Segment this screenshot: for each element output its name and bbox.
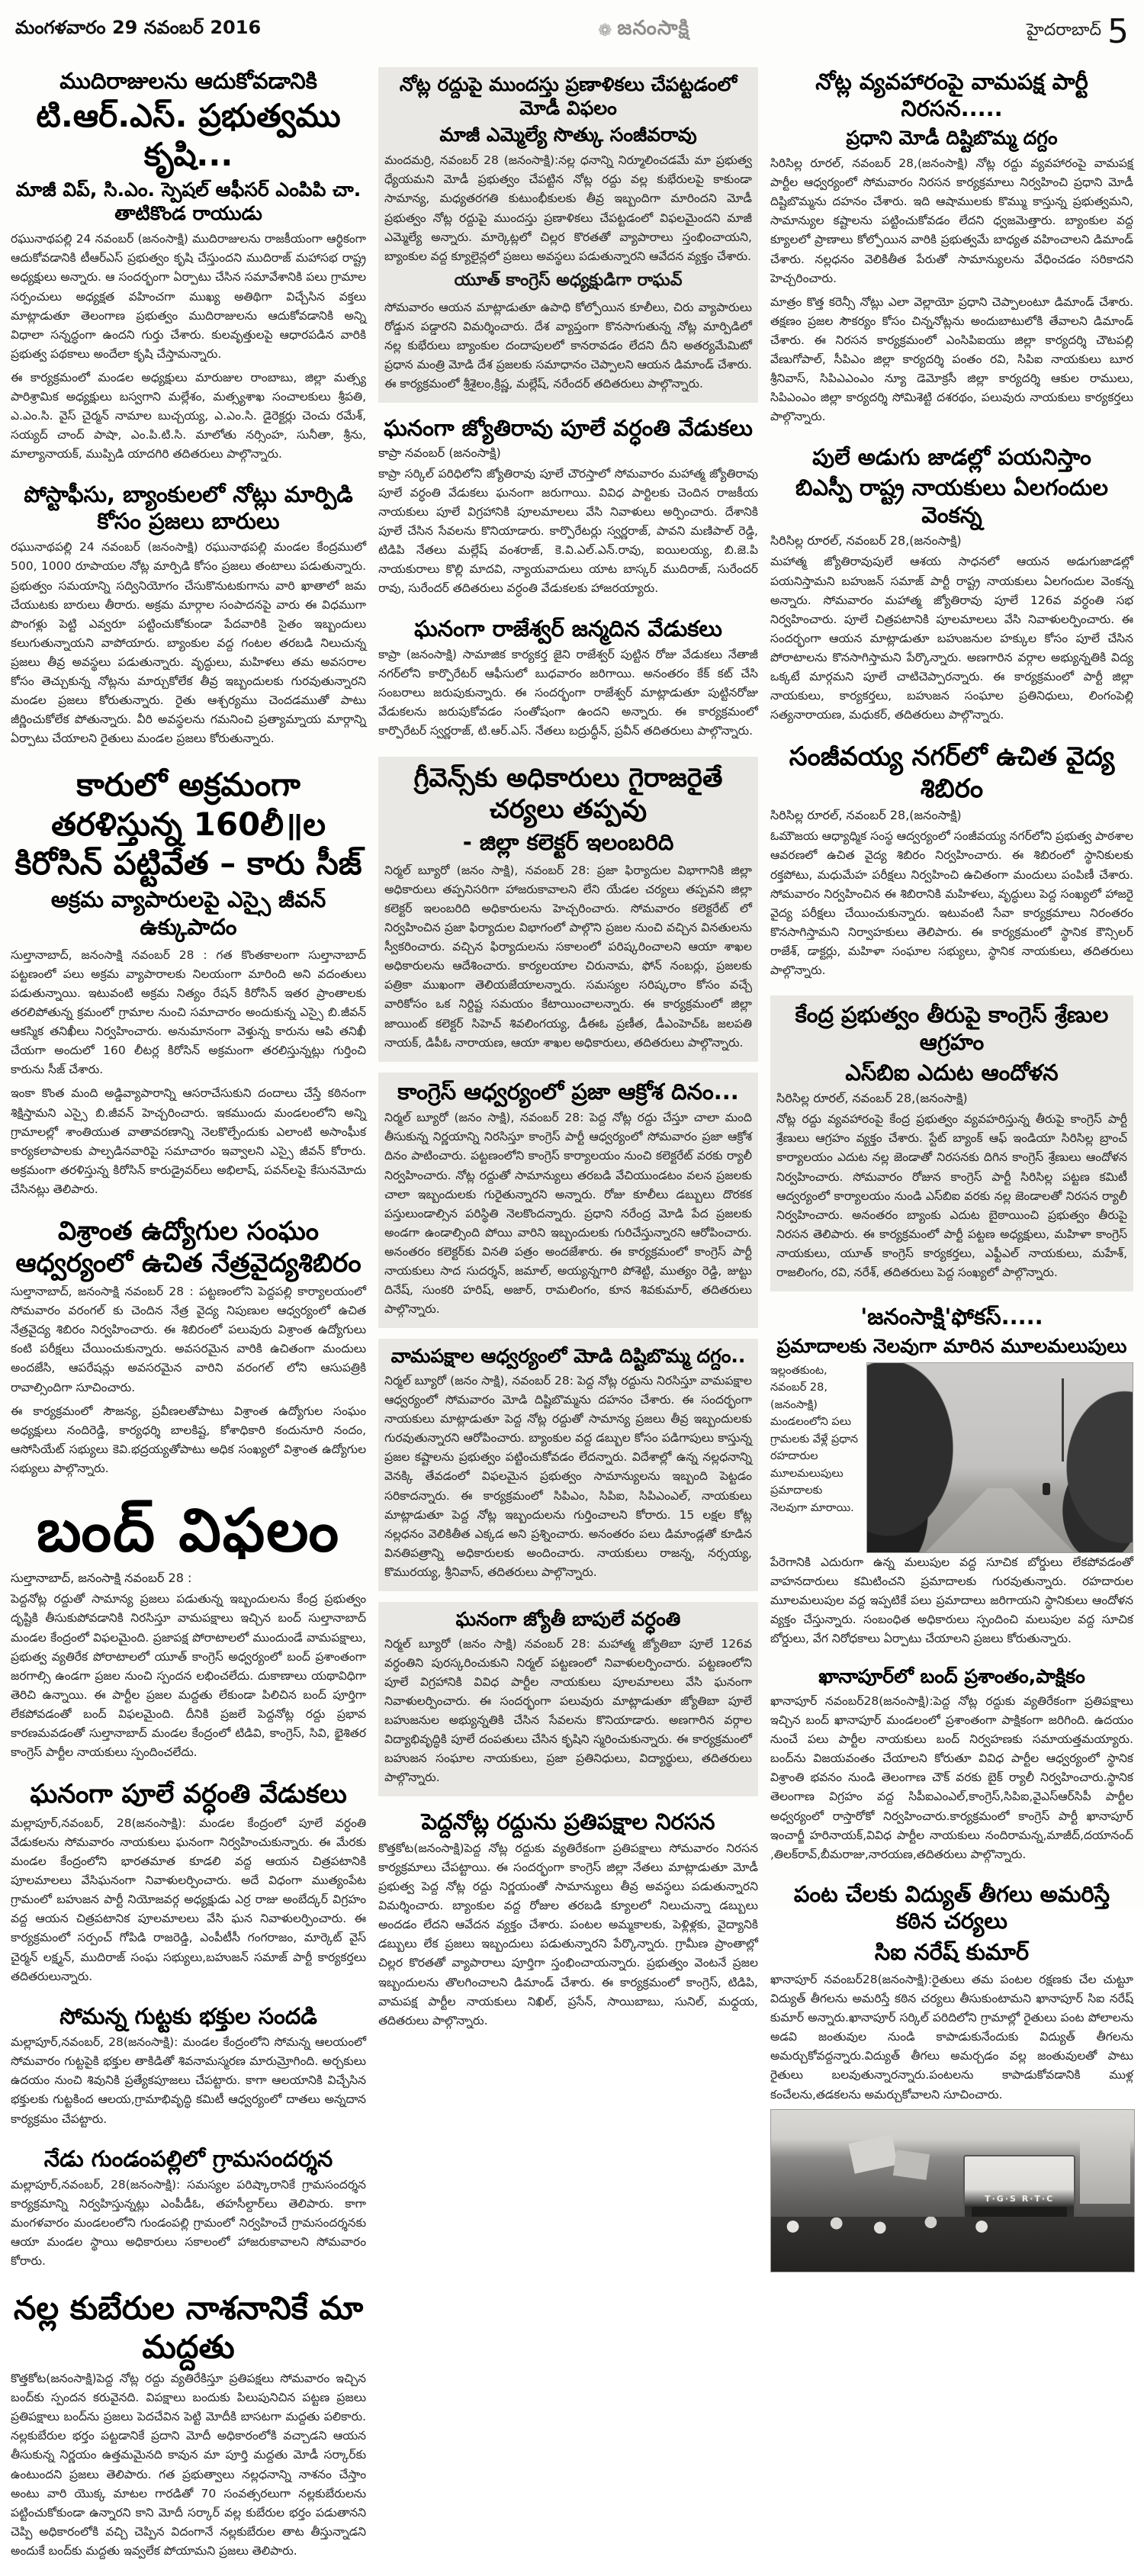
article [11, 480, 366, 754]
article [378, 1602, 758, 1796]
article-subhead: ప్రమాదాలకు నెలవుగా మారిన మూలమలుపులు [776, 1334, 1127, 1357]
article-dateline: సిరిసిల్ల రూరల్, నవంబర్ 28,(జనంసాక్షి) [776, 1091, 968, 1106]
article-body: నిర్మల్ బ్యూరో (జనం సాక్షి), నవంబర్ 28: పెద్ద నోట్ల రద్దు చేస్తూ చాలా మంది తీసుకున్న నిర్ణయాన్ని నిరసిస్తూ కాంగ్రెస్ పార్టీ ఆధ్వర్యంలో సోమవారం ప్రజా ఆక్రోశ దినం పాటించారు. పట్టణంలోని కాంగ్రెస్ కార్యాలయం నుంచి కలెక్టరేట్ వరకు ర్యాలీ నిర్వహించారు. నోట్ల రద్దుతో సామాన్యులు తరబడి వేచియుండటం వలన ప్రజలకు చాలా ఇబ్బందులకు గురైతున్నారని అన్నారు. రోజు కూలీలు డబ్బులు దొరకక పస్తులుండాల్సిన పరిస్థితి నెలకొందన్నారు. ప్రధాని నరేంద్ర మోడి పేద ప్రజలకు అండగా ఉండాల్సింది పోయి వారిని ఇబ్బందులకు గురిచేస్తున్నారని ఆరోపించారు. అనంతరం కలెక్టర్‌కు వినతి పత్రం అందజేశారు. ఈ కార్యక్రమంలో కాంగ్రెస్ పార్టీ నాయకులు సాద సుదర్శన్, జమాల్, అయ్యన్నగారి పోశెట్టి, ముత్యం రెడ్డి, జుట్టు దినేష్, సుంకరి హరిష్, అజార్, రామలింగం, కూన శివకుమార్, తదితరులు పాల్గొన్నారు. [384, 1111, 752, 1317]
edition-date: మంగళవారం 29 నవంబర్ 2016 [15, 17, 262, 38]
article-headline: టి.ఆర్.ఎస్. ప్రభుత్వము కృషి... [36, 97, 341, 174]
city-label: హైదరాబాద్ [1027, 20, 1101, 40]
article-headline: ఖానాపూర్‌లో బంద్ ప్రశాంతం,పాక్షికం [818, 1665, 1085, 1688]
article-headline: నల్ల కుబేరుల నాశనానికే మా మద్దతు [13, 2288, 364, 2365]
article-headline: ఘనంగా పూలే వర్ధంతి వేడుకలు [30, 1779, 347, 1810]
article [378, 1807, 758, 2034]
article-body: నిర్మల్ బ్యూరో (జనం సాక్షి) నవంబర్ 28: మహాత్మ జ్యోతిబా పూలే 126వ వర్ధంతిని పురస్కరించుకుని నిర్మల్ పట్టణంలో నివాళులర్పించారు. పట్టణంలోని పూలే విగ్రహానికి వివిధ పార్టీల నాయకులు పూలమాలలు వేసి ఘనంగా నివాళులర్పించారు. ఈ సందర్భంగా పలువురు మాట్లాడుతూ జ్యోతిబా పూలే బహుజనుల అభ్యున్నతికి చేసిన సేవలను కొనియాడారు. అణగారిన వర్గాల విద్యాభివృద్ధికి పూలే దంపతులు చేసిన కృషిని స్మరించుకున్నారు. ఈ కార్యక్రమంలో బహుజన సంఘాల నాయకులు, ప్రజా ప్రతినిధులు, విద్యార్థులు, తదితరులు పాల్గొన్నారు. [384, 1636, 752, 1785]
article [378, 1339, 758, 1591]
article [11, 1777, 366, 1990]
article-body: కాప్రా సర్కిల్ పరిధిలోని జ్యోతిరావు పూలే చౌరస్తాలో సోమవారం మహాత్మ జ్యోతిరావు పూలే వర్ధంతి వేడుకలు ఘనంగా జరుగాయి. వివిధ పార్టిలకు చెందిన రాజకీయ నాయకులు పూలే విగ్రహానికి పూలమాలలు వేసి నివాళులు అర్పించారు. దేశానికి పూలే చేసిన సేవలను కొనియాడారు. కార్పొరేటర్లు స్వర్ణరాజ్, పావని మణిపాల్ రెడ్డి, టిడిపి నేతలు మల్లేష్ వంశరాజ్, కె.వి.ఎల్.ఎన్.రావు, ఐయిలయ్య, బి.జె.పి నాయకురాలు కొల్లి మాదవి, న్యాయవాదులు యాట బాస్కర్ ముదిరాజ్, సురేందర్ రావు, సురేందర్ తదితరులు వర్ధంతి వేడుకలకు హాజరయ్యారు. [378, 466, 758, 596]
article [770, 995, 1133, 1291]
article-headline: పోస్టాఫీసు, బ్యాంకులలో నోట్లు మార్పిడి కోసం ప్రజలు బారులు [24, 481, 353, 534]
article [11, 1494, 366, 1767]
article [11, 2002, 366, 2134]
road-surface [926, 1488, 1075, 1552]
column-right [770, 67, 1133, 2283]
article-headline: కారులో అక్రమంగా తరళిస్తున్న 160లీ॥ల కిరోసిన్ పట్టివేత – కారు సీజ్ [14, 766, 362, 882]
article-subhead: మాజీ ఎమ్మెల్యే సొత్కు సంజీవరావు [439, 124, 697, 146]
article-body: నిర్మల్ బ్యూరో (జనం సాక్షి), నవంబర్ 28: పెద్ద నోట్ల రద్దును నిరసిస్తూ వామపక్షాల ఆధ్వర్యంలో సోమవారం మోడి దిష్టిబొమ్మను దహనం చేశారు. ఈ సందర్భంగా నాయకులు మాట్లాడుతూ పెద్ద నోట్ల రద్దుతో సామాన్య ప్రజలు తీవ్ర ఇబ్బందులకు గురవుతున్నారని ఆరోపించారు. బ్యాంకుల వద్ద డబ్బుల కోసం పడిగాపులు కాస్తున్న ప్రజల కష్టాలను ప్రభుత్వం పట్టించుకోవడం లేదన్నారు. విదేశాల్లో ఉన్న నల్లధనాన్ని వెనక్కి తేవడంలో విఫలమైన ప్రభుత్వం సామాన్యులను ఇబ్బంది పెట్టడం సరికాదన్నారు. ఈ కార్యక్రమంలో సిపిఎం, సిపిఐ, సిపిఎంఎల్, నాయకులు మాట్లాడుతూ పెద్ద నోట్ల ఇబ్బందులను గుర్తించాలని కోరారు. 15 లక్షల కోట్ల నల్లధనం వెలికితీత ఎక్కడ అని ప్రశ్నించారు. అనంతరం పలు డిమాండ్లతో కూడిన వినతిపత్రాన్ని అధికారులకు అందించారు. నాయకులు రాజన్న, నర్సయ్య, కొమురయ్య, శ్రీనివాస్, తదితరులు పాల్గొన్నారు. [384, 1373, 752, 1579]
article-subhead: ఎస్‌బిఐ ఎదుట ఆందోళన [845, 1059, 1059, 1085]
utility-pole [1062, 1378, 1064, 1462]
article [770, 740, 1133, 985]
article [770, 1880, 1133, 2272]
article-headline: వామపక్షాల ఆధ్వర్యంలో మెాడి దిష్టిబొమ్మ దగ్దం.. [390, 1345, 746, 1368]
article-body: కాప్రా (జనంసాక్షి) సామాజిక కార్యకర్త జైని రాజేశ్వర్ పుట్టిన రోజు వేడుకలు నేతాజీ నగర్‌లోని కార్పొరేటర్ ఆఫీసులో బుధవారం జరిగాయి. అనంతరం కేక్ కట్ చేసి సంబరాలు జరుపుకున్నారు. ఈ సందర్భంగా రాజేశ్వర్ మాట్లాడుతూ పుట్టినరోజు వేడుకలను జరుపుకోవడం సంతోషంగా ఉందని అన్నారు. ఈ కార్యక్రమంలో కార్పొరేటర్ స్వర్ణరాజ్, టి.ఆర్.ఎస్. నేతలు బద్రుద్ధీన్, ప్రవీన్ తదితరులు పాల్గొన్నారు. [378, 647, 758, 738]
article-headline: పులే అడుగు జాడల్లో పయనిస్తాం [812, 443, 1091, 470]
article-body: పేరెగానికి ఎదురుగా ఉన్న మలుపుల వద్ద సూచిక బోర్డులు లేకపోవడంతో వాహనదారులు కమిటించని ప్రమాదాలకు గురవుతున్నారు. రహదారుల మూలమలుపుల వద్ద ఇప్పటికే పలు ప్రమాదాలు జరిగాయని స్థానికులు ఆందోళన వ్యక్తం చేస్తున్నారు. సంబంధిత అధికారులు స్పందించి మలుపుల వద్ద సూచిక బోర్డులు, వేగ నిరోధకాలు ఏర్పాటు చేయాలని ప్రజలు కోరుతున్నారు. [770, 1555, 1133, 1646]
article-dateline: కాప్రా నవంబర్ (జనంసాక్షి) [378, 445, 501, 460]
article-kicker: ముదిరాజులను ఆదుకోవడానికి [59, 68, 317, 94]
article [11, 67, 366, 469]
article [11, 2144, 366, 2276]
article [378, 67, 758, 403]
article-body: మల్లాపూర్,నవంబర్, 28(జనంసాక్షి): సమస్యల పరిష్కారానికే గ్రామసందర్శన కార్యక్రమాన్ని నిర్వహిస్తున్నట్లు ఎంపీడీఓ, తహసీల్దార్‌లు తెలిపారు. కాగా మంగళవారం మండలంలోని గుండంపల్లి గ్రామంలో నిర్వహించే గ్రామసందర్శనకు ఆయా మండల స్థాయి అధికారులు సకాలంలో హాజరుకావాలని సోమవారం కోరారు. [11, 2178, 367, 2269]
article-body: కొత్తకోట(జనంసాక్షి)పెద్ద నోట్ల రద్దు వ్యతిరేకిస్తూ ప్రతిపక్షలు సోమవారం ఇచ్చిన బంద్‌కు స్పందన కరువైనది. విపక్షాలు బందుకు పిలుపునిచిన పట్టణ ప్రజలు ప్రతిపక్షాలు బంద్‌ను ప్రజలు పెదచేవిన పెట్టి మోదీకి బాసటగా మద్దతు పలికారు. నల్లకుబేరుల భర్తం పట్టడానికే ప్రదాని మోదీ అధికారంలోకి వచ్చాడని ఆయన తీసుకున్న నిర్ణయం ఉత్తమమైనది కావున మా పూర్తి మద్దతు మోడీ సర్కార్‌కు ఉంటుందని ప్రజలు తెలిపారు. గత ప్రభుత్వాలు నల్లధనాన్ని నాశనం చేస్తాం అంటు వారి యొక్క మాటల గారడితో 70 సంవత్సరలుగా నల్లకుబేరులను పట్టించుకోకుండా ఉన్నారని కాని మోదీ సర్కార్ వల్ల కుబేరుల భర్తం పడుతానని చెప్పి అధికారంలోకి వచ్చి చెప్పిన విదంగానే నల్లకుబేరుల తాట తీస్తున్నాడని అందుకే బంద్‌కు మద్దతు ఇవ్వలేక పోయామని ప్రజలు తెలిపారు. [11, 2372, 367, 2558]
article-subhead: అక్రమ వ్యాపారులపై ఎస్సై జీవన్ ఉక్కుపాదం [50, 886, 326, 941]
article-body: మల్లాపూర్,నవంబర్, 28(జనంసాక్షి): మండల కేంద్రంలో పూలే వర్ధంతి వేడుకలను సోమవారం నాయకులు ఘనంగా నిర్వహించుకున్నారు. ఈ మేరకు మండల కేంద్రంలోని భారతమాత కూడలి వద్ద ఆయన చిత్రపటానికి పూలమాలలు వేసిఘనంగా నివాళులర్పించారు. అదే విధంగా ముత్యంపేట గ్రామంలో బహుజన పార్టీ నియోజవర్గ అధ్యక్షుడు ఎర్ర రాజు అంబేద్కర్ విగ్రహం వద్ద ఆయన చిత్రపటానిక పూలమాలలు వేసి ఘన నివాళులర్పించారు. ఈ కార్యక్రమంలో సర్పంచ్ గోపిడి రాజరెడ్డి, ఎంపీటీసీ గంగరాజం, మార్కెట్ వైస్ చైర్మన్ లక్ష్మన్, ముదిరాజ్ సంఘ సభ్యులు,బహుజన్ సమాజ్ పార్టీ కార్యకర్తలు తదితరులున్నారు. [11, 1815, 367, 1983]
article-headline: విశ్రాంత ఉద్యోగుల సంఘం ఆధ్వర్యంలో ఉచిత నేత్రవైద్యశిబిరం [15, 1216, 362, 1278]
article-body: నిర్మల్ బ్యూరో (జనం సాక్షి), నవంబర్ 28: ప్రజా ఫిర్యాదుల విభాగానికి జిల్లా అధికారులు తప్పనిసరిగా హాజరుకావాలని లేని యేడల చర్యలు తప్పవని జిల్లా కలెక్టర్ ఇలంబరిది అధికారులను హెచ్చరించారు. సోమవారం కలెక్టరేట్ లో నిర్వహించిన ప్రజా ఫిర్యాదుల విభాగంలో పాల్గొని ప్రజల నుంచి వచ్చిన వినతులను స్వీకరించారు. వచ్చిన ఫిర్యాదులను సకాలంలో పరిష్కరించాలని ఆయా శాఖల అధికారులను ఆదేశించారు. కార్యలయాల చిరునామ, ఫోన్ నంబర్లు, ప్రజలకు పత్రికా ముఖంగా తెలియజేయాలన్నారు. సమస్యల సరిష్కరాం కోసం వచ్చే వారికోసం ఒక నిర్దిష్ట సమయం కేటాయించాలన్నారు. ఈ కార్యక్రమంలో జిల్లా జాయింట్ కలెక్టర్ సిహెచ్ శివలింగయ్య, డీఈఓ ప్రణీత, డీఎంహెచ్ఓ జలపతి నాయక్, డిపీఓ నారాయణ, ఆయా శాఖల అధికారులు, తదితరులు పాల్గొన్నారు. [384, 863, 752, 1050]
road-rider [1043, 1483, 1050, 1495]
article-body: మల్లాపూర్,నవంబర్, 28(జనంసాక్షి): మండల కేంద్రంలోని సోమన్న ఆలయంలో సోమవారం గుట్టపైకి భక్తుల తాకిడితో శివనామస్మరణ మారుమ్రోగింది. అర్చకులు ఉదయం నుంచి శివునికి ప్రత్యేకపూజలు చేపట్టారు. కాగా ఆలయానికి విచ్చేసిన భక్తులకు గుట్టకింద ఆలయ,గ్రామాభివృద్ధి కమిటీ ఆధ్వర్యంలో దాతలు అన్నదాన కార్యక్రమం చేపట్టారు. [11, 2035, 367, 2126]
article [770, 442, 1133, 730]
article-headline: ఘనంగా రాజేశ్వర్ జన్మదిన వేడుకలు [414, 615, 722, 642]
article-headline: నోట్ల రద్దుపై ముందస్తు ప్రణాళికలు చేపట్టడంలో మోడీ విఫలం [399, 73, 737, 119]
article [770, 67, 1133, 432]
columns-wrap [8, 63, 1136, 2576]
article-body: రఘునాథపల్లి 24 నవంబర్ (జనంసాక్షి) రఘునాథపల్లి మండల కేంద్రములో 500, 1000 రూపాయల నోట్ల మార్పిడి కోసం ప్రజలు తంటాలు పడుతున్నారు. ప్రభుత్వం సమయాన్ని సద్వినియోగం చేసుకొనుటకుగాను వారి ఖాతాలో జమ చేయుటకు బారులు తీరారు. అక్రమ మార్గాల సంపాదనపై వారు ఈ విధముగా పొంగళ్లు పెట్టి ఎవ్వరూ పట్టించుకోకుండా పేదవారికి సైతం ఇబ్బందులు కలుగుతున్నాయని వాపోయారు. బ్యాంకుల వద్ద గంటల తరబడి నిలుచున్న ప్రజలు తీవ్ర అవస్థలు పడుతున్నారు. వృద్ధులు, మహిళలు తమ అవసరాల కోసం తెచ్చుకున్న నోట్లను మార్చుకోలేక తీవ్ర ఇబ్బందులకు గురవుతున్నారని మండల ప్రజలు కోరుతున్నారు. రైతు ఆశ్చర్యము చెందడముతో పాటు జీర్ణించుకోలేక పోతున్నారు. వీరి అవస్థలను గమనించి ప్రత్యామ్నాయ మార్గాన్ని ఏర్పాటు చేయాలని రైతులు మండల ప్రజలు కోరుతున్నారు. [11, 540, 367, 746]
protest-flag [893, 2150, 930, 2180]
article-headline: ఘనంగా జ్యోతీ బాపులే వర్ధంతి [455, 1608, 681, 1631]
article-subhead: - జిల్లా కలెక్టర్ ఇలంబరిది [462, 829, 674, 856]
article-headline: సంజీవయ్య నగర్‌లో ఉచిత వైద్య శిబిరం [789, 741, 1115, 804]
article-subhead: బిఎస్పీ రాష్ట్ర నాయకులు ఏలగందుల వెంకన్న [795, 474, 1108, 529]
article-body: రఘునాథపల్లి 24 నవంబర్ (జనంసాక్షి) ముదిరాజులను రాజకీయంగా ఆర్థికంగా ఆదుకోవడానికి టీఆర్ఎస్ ప్రభుత్వం కృషి చేస్తుందని ముదిరాజ్ మహాసభ రాష్ట్ర అధ్యక్షులు అన్నారు. ఆ సందర్భంగా ఏర్పాటు చేసిన సమావేశానికి పలు గ్రామాల సర్పంచులు అధ్యక్షత వహించగా ముఖ్య అతిథిగా విచ్చేసిన వక్తలు మాట్లాడుతూ తెలంగాణ ప్రభుత్వం ముదిరాజులను ఆదుకోవడానికి అన్ని విధాలా సన్నద్ధంగా ఉందని గుర్తు చేశారు. కులవృత్తులపై ఆధారపడిన వారికి ప్రభుత్వ పథకాలు అందేలా కృషి చేస్తామన్నారు. [11, 232, 367, 361]
article-body: ఇంకా కొంత మంది అడ్డివ్యాపారాన్ని ఆసరాచేసుకుని దందాలు చేస్తే కఠినంగా శిక్షిస్తామని ఎస్సై బి.జీవన్ హెచ్చరించారు. ఇకముందు మండలంలోని అన్ని గ్రామాలల్లో శాంతియుత వాతావరణాన్ని నెలకొల్పేందుకు ఎలాంటి అసాంఘీక కార్యకలాపాలకు పాల్పడినవారిపై సమాచారం ఇవ్వాలని ఎస్సై జీవన్ కోరారు. అక్రమంగా తరళిస్తున్న కిరోసిన్ కారుడ్రైవర్‌లు అభిలాష్, పవన్‌లపై కేసునమోదు చేసినట్లు తెలిపారు. [11, 1086, 367, 1196]
article-body: ఖానాపూర్ నవంబర్28(జనంసాక్షి):పెద్ద నోట్ల రద్దుకు వ్యతిరేకంగా ప్రతిపక్షాలు ఇచ్చిన బంద్ ఖానాపూర్ మండలంలో ప్రశాంతంగా పాక్షికంగా జరిగింది. ఉదయం నుంచే పలు పార్టీల నాయకులు బంద్ నిర్వహణకు సమాయత్తమయ్యారు. బంద్‌ను విజయవంతం చేయాలని కోరుతూ వివిధ పార్టీల ఆధ్వర్యంలో స్థానిక విశ్రాంతి భవనం నుండి తెలంగాణ చౌక్ వరకు బైక్ ర్యాలీ నిర్వహించారు.స్థానిక తెలంగాణ విగ్రహం వద్ద సిపీఐఎంఎల్,కాంగ్రెస్,సిపిఐ,వైఎస్ఆర్‌సిపీ పార్టీల అధ్వర్యంలో రాస్తారోకో నిర్వహించారు.కార్యక్రమంలో కాంగ్రెస్ పార్టీ ఖానాపూర్ ఇంచార్జీ హరినాయక్,వివిధ పార్టీల నాయకులు నందిరామన్న,మాజీద్,దయానంద్ ,తిలక్‌రావ్,బీమరాజు,నారయణ,తదితరులు పాల్గొన్నారు. [770, 1693, 1133, 1861]
article [11, 1214, 366, 1483]
article-headline: నోట్ల వ్యవహారంపై వామపక్ష పార్టీ నిరసన..... [815, 69, 1088, 122]
article-body: ఖానాపూర్ నవంబర్28(జనంసాక్షి):రైతులు తమ పంటల రక్షణకు చేల చుట్టూ విద్యుత్ తీగలను అమరిస్తే కఠిన చర్యలు తీసుకుంటామని ఖానాపూర్ సిఐ నరేష్ కుమార్ అన్నారు.ఖానాపూర్ సర్కిల్ పరిదిలోని గ్రామాల్లో రైతులు పంట పోలాలను అడవి జంతువుల నుండి కాపాడుకునేందుకు విద్యుత్ తీగలను అమర్చుకోవద్దన్నారు.విద్యుత్ తీగలు అమర్చడం వల్ల జంతువులతో పాటు రైతులు బలవుతున్నారన్నారు.పంటలను కాపాడుకోవడానికి ముళ్ల కంచేలను,తడకలను అమర్చుకోవాలని సూచించారు. [770, 1972, 1133, 2102]
article [378, 757, 758, 1062]
masthead-title: జనంసాక్షి [617, 17, 690, 40]
focus-row [770, 1362, 1133, 1553]
article-headline: సోమన్న గుట్టకు భక్తుల సందడి [59, 2002, 317, 2029]
article-body: మాత్రం కొత్త కరెన్సీ నోట్లు ఎలా వెల్లాయో ప్రధాని చెప్పాలంటూ డిమాండ్ చేశారు. తక్షణం ప్రజల సౌకర్యం కోసం చిన్ననోట్లను అందుబాటులోకి తేవాలని డిమాండ్ చేశారు. ఈ నిరసన కార్యక్రమంలో ఎంసిపిఐయు జిల్లా కార్యదర్శి చౌటపల్లి వేణుగోపాల్, సీపిఎం జిల్లా కార్యదర్శి పంతం రవి, సిపిఐ నాయకులు బూర శ్రీనివాస్, సిపిఎఎంఎం న్యూ డెమోక్రసీ జిల్లా కార్యదర్శి ఆకుల రాములు, సిపిఎంఎం జిల్లా కార్యదర్శి సోమిశెట్టి దశరథం, పలువురు నాయకులు కార్యకర్తలు పాల్గొన్నారు. [770, 294, 1133, 424]
article-body: కొత్తకోట(జనంసాక్షి)పెద్ద నోట్ల రద్దుకు వ్యతిరేకంగా ప్రతిపక్షాలు సోమవారం నిరసన కార్యక్రమాలు చేపట్టాయి. ఈ సందర్భంగా కాంగ్రెస్ జిల్లా నేతలు మాట్లాడుతూ మోడీ ప్రభుత్వ పెద్ద నోట్ల రద్దు నిర్ణయంతో సామాన్యులు తీవ్ర అవస్థలు పడుతున్నారని విమర్శించారు. బ్యాంకుల వద్ద రోజుల తరబడి క్యూలలో నిలుచున్నా డబ్బులు అందడం లేదని ఆవేదన వ్యక్తం చేశారు. పంటల అమ్మకాలకు, పెళ్లిళ్లకు, వైద్యానికి డబ్బులు లేక ప్రజలు ఇబ్బందులు పడుతున్నారని పేర్కొన్నారు. గ్రామీణ ప్రాంతాల్లో చిల్లర కొరతతో వ్యాపారాలు పూర్తిగా స్తంభించాయన్నారు. ప్రభుత్వం వెంటనే ప్రజల ఇబ్బందులను తొలగించాలని డిమాండ్ చేశారు. ఈ కార్యక్రమంలో కాంగ్రెస్, టిడిపి, వామపక్ష పార్టీల నాయకులు నిఖిల్, ప్రసేన్, సాయిబాబు, సునిల్, మధ్దయ, తదితరులు పాల్గొన్నారు. [378, 1841, 758, 2028]
article-body: సిరిసిల్ల రూరల్, నవంబర్ 28,(జనంసాక్షి) నోట్ల రద్దు వ్యవహారంపై వామపక్ష పార్టీల ఆధ్వర్యంలో సోమవారం నిరసన కార్యక్రమాలు నిర్వహించి ప్రధాని మోడీ దిష్టిబొమ్మను దహనం చేశారు. ఇది ఆషాములకు కొమ్ము కాస్తున్న ప్రభుత్వమని, సామాన్యుల కష్టాలను పట్టించుకోవడం లేదని ధ్వజమెత్తారు. బ్యాంకుల వద్ద క్యూలలో ప్రాణాలు కోల్పోయిన వారికి ప్రభుత్వమే బాధ్యత వహించాలని డిమాండ్ చేశారు. నల్లధనం వెలికితీత పేరుతో సామాన్యులను వేధించడం సరికాదని హెచ్చరించారు. [770, 156, 1133, 285]
column-middle [378, 67, 758, 2046]
article-headline: 'జనంసాక్షి'ఫోకస్..... [860, 1304, 1043, 1330]
article-body: పెద్దనోట్ల రద్దుతో సామాన్య ప్రజలు పడుతున్న ఇబ్బందులను కేంద్ర ప్రభుత్వం దృష్టికి తీసుకుపోవడానికి నిరసిస్తూ వామపక్షాలు ఇచ్చిన బంద్ సుల్తానాబాద్ మండల కేంద్రంలో విఫలమైంది. ప్రజాపక్ష పోరాటాలలో ముందుండే వామపక్షాలు, ప్రభుత్వ వ్యతిరేక పోరాటాలలో యూత్ కాంగ్రెస్ అధ్వర్యంలో బంద్ ప్రశాంతంగా జరగాల్సి ఉండగా ప్రజల నుంచి స్పందన లభించలేదు. దుకాణాలు యథావిధిగా తెరిచి ఉన్నాయి. ఈ పార్టీల ప్రజల మద్దతు లేకుండా పిలిచిన బంద్ పూర్తిగా లేకపోవడంతో బంద్ విఫలమైంది. దీనికి ప్రజలే పెద్దనోట్ల రద్దు ప్రభావ కారణమవడంతో సుల్తానాబాద్ మండల కేంద్రంలో టిడివి, కాంగ్రెస్, సివి, భైశితర కాంగ్రెస్ పార్టీల నాయకులు స్పందించలేదు. [11, 1592, 367, 1760]
column-left [11, 67, 366, 2576]
article-body: సుల్తానాబాద్, జనంసాక్షి నవంబర్ 28 : పట్టణంలోని పెద్దపల్లి కార్యాలయంలో సోమవారం వరంగల్ కు చెందిన నేత్ర వైద్య నిపుణుల ఆధ్వర్యంలో ఉచిత నేత్రవైద్య శిబిరం నిర్వహించారు. ఈ శిబిరంలో పలువురు విశ్రాంత ఉద్యోగులు కంటి పరీక్షలు చేయించుకున్నారు. అవసరమైన వారికి ఉచితంగా మందులు అందజేసి, ఆపరేషన్లు అవసరమైన వారిని వరంగల్ లోని ఆసుపత్రికి రావాల్సిందిగా సూచించారు. [11, 1285, 367, 1394]
article [378, 614, 758, 746]
article [378, 413, 758, 603]
article-dateline: సిరిసిల్ల రూరల్, నవంబర్ 28,(జనంసాక్షి) [770, 533, 962, 548]
article-headline: బంద్ విఫలం [37, 1497, 341, 1566]
article-body: ఈ కార్యక్రమంలో సౌజన్య, ప్రవీణలతోపాటు విశ్రాంత ఉద్యోగుల సంఘం అధ్యక్షులు నందిరెడ్డి, కార్యధర్శి బాలకిష్ట, కోశాధికారి కందునూరి నందం, ఆసోసియేట్ సభ్యులు కెవి.భద్రయ్యతోపాటు అధిక సంఖ్యలో విశ్రాంత ఉద్యోగుల సభ్యులు పాల్గొన్నారు. [11, 1404, 367, 1476]
article-subhead: ప్రధాని మోడీ దిష్టిబొమ్మ దగ్దం [846, 126, 1058, 149]
article-body: మహాత్మ జ్యోతిరావుపులే ఆశయ సాధనలో ఆయన అడుగుజాడల్లో పయనిస్తామని బహుజన్ సమాజ్ పార్టీ రాష్ట్ర నాయకులు ఏలగందుల వెంకన్న అన్నారు. సోమవారం మహాత్మ జ్యోతిరావు పూలే 126వ వర్ధంతి సభ నిర్వహించారు. పూలే చిత్రపటానికి పూలమాలలు వేసి నివాళులర్పించారు. ఈ సందర్భంగా ఆయన మాట్లాడుతూ బహుజనుల హక్కుల కోసం పూలే చేసిన పోరాటాలను కొనసాగిస్తామని పేర్కొన్నారు. అణగారిన వర్గాల అభ్యున్నతికి విద్య ఒక్కటే మార్గమని పూలే చాటిచెప్పారన్నారు. ఈ కార్యక్రమంలో పార్టీ జిల్లా నాయకులు, కార్యకర్తలు, బహుజన సంఘాల ప్రతినిధులు, లింగంపెల్లి సత్యనారాయణ, మధుకర్, తదితరులు పాల్గొన్నారు. [770, 555, 1133, 722]
article-body: సోమవారం ఆయన మాట్లాడుతూ ఉపాధి కోల్పోయిన కూలీలు, చిరు వ్యాపారులు రోడ్డున పడ్డారని విమర్శించారు. దేశ వ్యాప్తంగా కొనసాగుతున్న నోట్ల మార్పిడిలో నల్ల కుభేరులు బ్యాంకుల దందాపులలో కానరావడం లేదని దీని అతర్యమేమిటో ప్రధాన మంత్రి మోడి దేశ ప్రజలకు సమాధానం చెప్పాలని ఆయన డిమాండ్ చేశారు. ఈ కార్యక్రమంలో శ్రీశైలం,క్రిష్ణ, మల్లేష్, నరేందర్ తదితరులు పాల్గొన్నారు. [384, 300, 752, 391]
article-body: సుల్తానాబాద్, జనంసాక్షి నవంబర్ 28 : గత కొంతకాలంగా సుల్తానాబాద్ పట్టణంలో పలు అక్రమ వ్యాపారాలకు నిలయంగా మారింది అని వదంతులు పడుతున్నాయి. ఇటువంటి అక్రమ నిత్యం రేషన్ కిరోసిన్ ఇతర ప్రాంతాలకు తరలిపోతున్న క్రమంలో గ్రామాల నుంచి సమాచారం అందుకున్న ఎస్సై బి.జీవన్ ఆకస్మిక తనిఖీలు నిర్వహించారు. అనుమానంగా వెళ్తున్న కారును ఆపి తనిఖీ చేయగా అందులో 160 లీటర్ల కిరోసిన్ అక్రమంగా తరలిస్తున్నట్లు గుర్తించి కారును సీజ్ చేశారు. [11, 947, 367, 1077]
article-headline: కాంగ్రెస్ ఆధ్వర్యంలో ప్రజా ఆక్రోశ దినం... [397, 1078, 739, 1105]
article-headline: గ్రీవెన్స్‌కు అధికారులు గైరాజరైతే చర్యలు తప్పవు [413, 762, 723, 825]
article-headline: పెద్దనోట్ల రద్దును ప్రతిపక్షాల నిరసన [421, 1809, 715, 1835]
focus-side-text: ఇల్లంతకుంట, నవంబర్ 28,(జనంసాక్షి) మండలంలోని పలు గ్రామలకు వేళ్లే ప్రధాన రహదారుల మూలమలుపులు ప్రమాదాలకు నెలవుగా మారాయి. [770, 1364, 859, 1514]
masthead [598, 17, 689, 44]
article-body: మందమర్రి, నవంబర్ 28 (జనంసాక్షి):నల్ల ధనాన్ని నిర్మూలించడమే మా ప్రభుత్వ ధ్యేయమని మోడీ ప్రభుత్వం చేపట్టిన నోట్ల రద్దు వల్ల కుభేరులపై కాకుండా సామాన్య, మధ్యతరగతి కుటుంభీకులకు తీవ్ర ఇబ్బందిగా మారిందని మోడీ ప్రభుత్వం నోట్ల రద్దుపై ముందస్తు ప్రణాళికలు చేపట్టడంలో విఫలమైందని మాజీ ఎమ్మెల్యే అన్నారు. మార్కెట్లలో చిల్లర కొరతతో వ్యాపారాలు స్తంభించాయని, బ్యాంకుల వద్ద క్యూలైన్లలో ప్రజలు అవస్థలు పడుతున్నారని ఆవేదన వ్యక్తం చేశారు. [384, 153, 752, 263]
road-photo [866, 1362, 1133, 1553]
street-building [1080, 2119, 1131, 2203]
article-subhead: సిఐ నరేష్ కుమార్ [874, 1938, 1030, 1965]
masthead-ornament-icon: ❁ [597, 21, 613, 40]
article [11, 764, 366, 1204]
article-dateline: సుల్తానాబాద్, జనంసాక్షి నవంబర్ 28 : [11, 1571, 192, 1586]
article-headline: పంట చేలకు విద్యుత్ తీగలు అమరిస్తే కఠిన చర్యలు [793, 1880, 1110, 1934]
article [378, 1073, 758, 1329]
city-pagenum [1027, 12, 1129, 51]
page-header [8, 6, 1136, 63]
article-body: ఓమౌజయ ఆధ్యాధ్మిక సంస్థ ఆద్వర్యంలో సంజీవయ్య నగర్‌లోని ప్రభుత్వ పాఠశాల ఆవరణలో ఉచిత వైద్య శిబిరం నిర్వహించారు. ఈ శిబిరంలో స్థానికులకు రక్తపోటు, మధుమేహ పరీక్షలు నిర్వహించి ఉచితంగా మందులు పంపిణీ చేశారు. సోమవారం నిర్వహించిన ఈ శిబిరానికి మహిళలు, వృద్ధులు పెద్ద సంఖ్యలో హాజరై వైద్య పరీక్షలు చేయించుకున్నారు. ఇటువంటి సేవా కార్యక్రమాలు నిరంతరం కొనసాగిస్తామని నిర్వాహకులు తెలిపారు. ఈ కార్యక్రమంలో స్థానిక కౌన్సిలర్ రాజేశ్, డాక్టర్లు, మహిళా సంఘాల సభ్యులు, స్థానిక నాయకులు, తదితరులు పాల్గొన్నారు. [770, 829, 1133, 978]
article [11, 2287, 366, 2566]
article-inner-headline: యూత్ కాంగ్రెస్ అధ్యక్షుడిగా రాఘవ్ [454, 270, 683, 290]
protest-flag [848, 2134, 898, 2173]
protest-crowd [771, 2217, 1134, 2272]
article-body: నోట్ల రద్దు వ్యవహారంపై కేంద్ర ప్రభుత్వం వ్యవహరిస్తున్న తీరుపై కాంగ్రెస్ పార్టీ శ్రేణులు ఆగ్రహం వ్యక్తం చేశారు. స్టేట్ బ్యాంక్ ఆఫ్ ఇండియా సిరిసిల్ల బ్రాంచ్ కార్యాలయం ఎదుట నల్ల జెండాతో నిరసనకు దిగిన కాంగ్రెస్ శ్రేణులు ఆందోళన నిర్వహించారు. సోమవారం రోజున కాంగ్రెస్ పార్టీ సిరిసిల్ల పట్టణ కమిటీ ఆద్వర్యంలో కార్యాలయం నుండి ఎస్‌బిఐ వరకు నల్ల జెండాలతో నిరసన ర్యాలీ నిర్వహించారు. అనంతరం బ్యాంకు ఎదుట బైఠాయించి ప్రభుత్వం తీరుపై నిరసన తెలిపారు. ఈ కార్యక్రమంలో పార్టీ పట్టణ అధ్యక్షులు, మహిళా కాంగ్రెస్ నాయకులు, యూత్ కాంగ్రెస్ కార్యకర్తలు, ఎఫ్టీఎల్ నాయకులు, మహేశ్, రాజలింగం, రవి, నరేశ్, తదితరులు పెద్ద సంఖ్యలో పాల్గొన్నారు. [776, 1112, 1127, 1280]
article-subhead: మాజీ విప్, సి.ఎం. స్పెషల్ ఆఫీసర్ ఎంపిపి చా. తాటికొండ రాయుడు [15, 178, 362, 224]
article-headline: కేంద్ర ప్రభుత్వం తీరుపై కాంగ్రెస్ శ్రేణుల ఆగ్రహం [795, 1002, 1109, 1055]
protest-photo [770, 2109, 1135, 2272]
article [770, 1302, 1133, 1653]
bus-name-text: T·G·S R·T·C [985, 2193, 1055, 2204]
article-dateline: సిరిసిల్ల రూరల్, నవంబర్ 28,(జనంసాక్షి) [770, 808, 962, 823]
page-number: 5 [1107, 12, 1129, 51]
article [770, 1664, 1133, 1868]
article-body: ఈ కార్యక్రమంలో మండల అధ్యక్షులు మారుజుల రాంబాబు, జిల్లా మత్స్య పారిశ్రామిక అధ్యక్షులు బస్వగాని మల్లేశం, మత్స్యశాఖ సంచాలకులు శ్రీపతి, ఎ.ఎం.సి. వైస్ చైర్మన్ నామాల బుచ్చయ్య, ఎ.ఎం.సి. డైరెక్టర్లు చెంచు రమేశ్, సయ్యద్ చాంద్ పాషా, ఎం.పి.టి.సి. మాలోతు నర్సింహ, సునీతా, శ్రీను, మాల్యానాయక్, ముప్పిడి యాదగిరి తదితరులు పాల్గొన్నారు. [11, 370, 367, 461]
article-headline: ఘనంగా జ్యోతిరావు పూలే వర్ధంతి వేడుకలు [384, 415, 753, 442]
article-headline: నేడు గుండంపల్లిలో గ్రామసందర్శన [43, 2145, 333, 2172]
